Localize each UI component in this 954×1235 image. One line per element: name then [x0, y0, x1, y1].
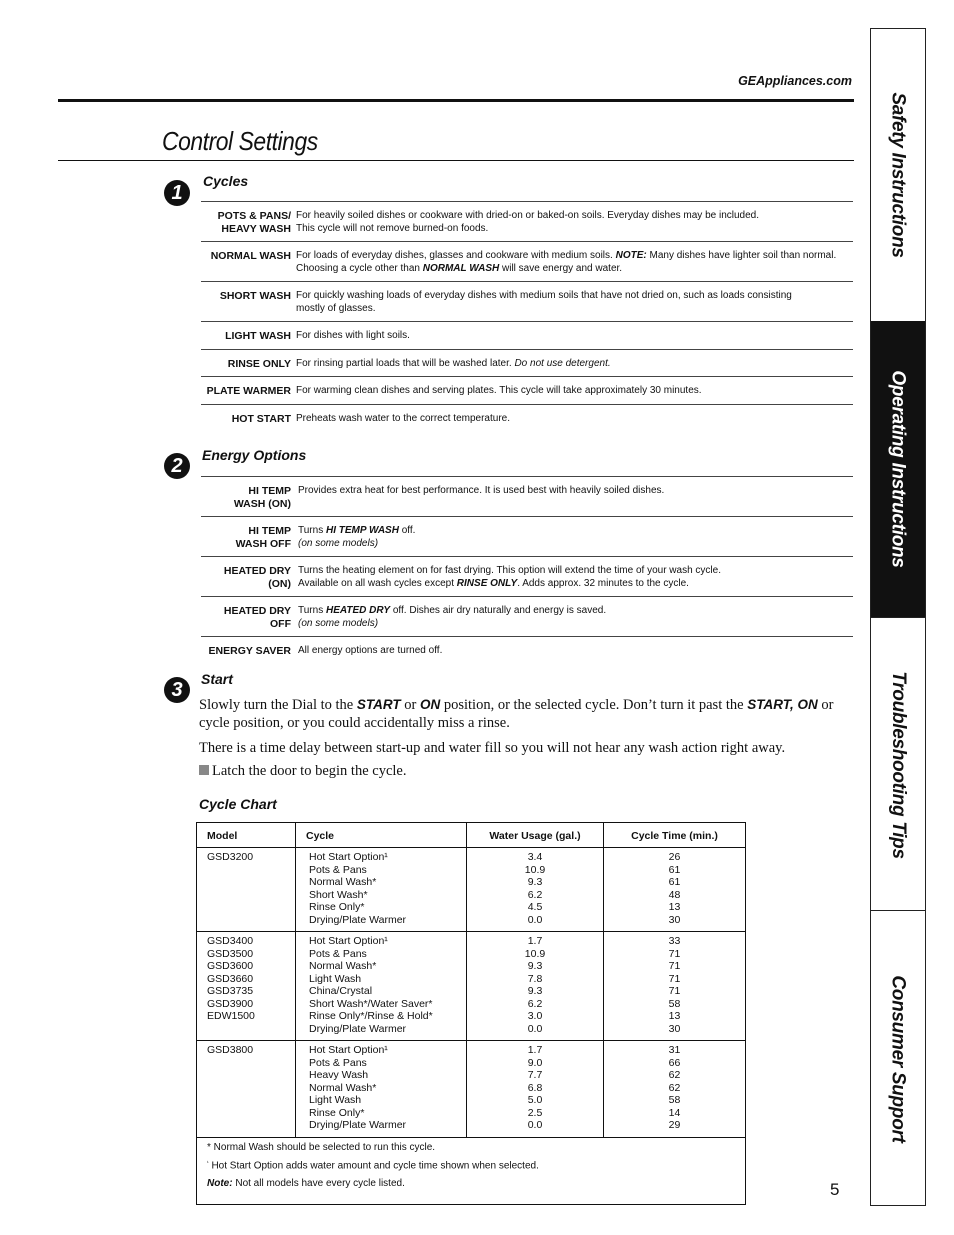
table-row: [201, 322, 853, 350]
table-row: [201, 242, 853, 282]
option-desc: Provides extra heat for best performance. It is used best with heavily soiled dishes.: [298, 485, 665, 496]
start-emphasis: START: [356, 697, 401, 712]
note-label: NOTE:: [615, 250, 647, 261]
cycle-label: POTS & PANS/ HEAVY WASH: [217, 210, 291, 235]
table-row: [201, 637, 853, 664]
option-desc: Turns HI TEMP WASH off. (on some models): [298, 525, 416, 549]
desc-text: For loads of everyday dishes, glasses and cookware with medium soils.: [296, 250, 613, 261]
tab-consumer-support[interactable]: Consumer Support: [871, 910, 925, 1206]
time-cell: 26 61 61 48 13 30: [604, 848, 746, 932]
water-cell: 3.4 10.9 9.3 6.2 4.5 0.0: [467, 848, 604, 932]
header-rule: [58, 99, 854, 102]
table-row: [201, 557, 853, 597]
cycle-label: HOT START: [231, 412, 291, 425]
cycles-cell: Hot Start Option¹ Pots & Pans Heavy Wash Normal Wash* Light Wash Rinse Only* Drying/Plate Warmer: [296, 1041, 467, 1138]
title-rule: [58, 160, 854, 161]
start-on-emphasis: START, ON: [747, 697, 818, 712]
col-header-time: Cycle Time (min.): [604, 823, 746, 848]
desc-text: For rinsing partial loads that will be washed later.: [296, 357, 512, 369]
cycle-desc: Preheats wash water to the correct temperature.: [296, 412, 510, 424]
cycle-chart: [196, 822, 746, 1205]
footnote-hot-start: $^{^1}$ Hot Start Option adds water amount and cycle time shown when selected.: [207, 1160, 539, 1172]
models-cell: GSD3200: [197, 848, 296, 932]
option-emphasis: HEATED DRY: [325, 605, 391, 616]
option-emphasis: RINSE ONLY: [456, 577, 518, 589]
table-row: [201, 597, 853, 637]
cycle-label: SHORT WASH: [219, 290, 291, 302]
table-row: [197, 848, 745, 932]
section-2-badge: 2: [164, 453, 190, 479]
option-label: HI TEMP WASH OFF: [235, 525, 291, 550]
table-row: [201, 349, 853, 377]
option-label: ENERGY SAVER: [208, 645, 291, 657]
table-row: [201, 377, 853, 405]
cycles-cell: Hot Start Option¹ Pots & Pans Normal Wash* Light Wash China/Crystal Short Wash*/Water Saver* Rinse Only*/Rinse & Hold* Drying/Plate Warmer: [296, 932, 467, 1041]
table-row: [201, 404, 853, 431]
option-emphasis: HI TEMP WASH: [325, 525, 399, 536]
model-note: (on some models): [298, 537, 379, 549]
start-bullet: Latch the door to begin the cycle.: [199, 762, 406, 780]
desc-emphasis: Do not use detergent.: [514, 357, 611, 369]
bullet-square-icon: [199, 765, 209, 775]
table-row: [201, 517, 853, 557]
cycle-label: RINSE ONLY: [227, 357, 291, 370]
start-paragraph-1: Slowly turn the Dial to the START or ON position, or the selected cycle. Don’t turn it past the START, ON or cycle position, or you could accidentally miss a rinse.: [199, 697, 834, 731]
cycle-label: PLATE WARMER: [206, 385, 291, 397]
option-label: HI TEMP WASH (ON): [233, 485, 291, 510]
tab-troubleshooting-tips[interactable]: Troubleshooting Tips: [871, 617, 925, 911]
section-3-badge: 3: [164, 677, 190, 703]
cycle-desc: For dishes with light soils.: [296, 330, 410, 341]
table-header-row: [197, 823, 745, 848]
start-paragraph-2: There is a time delay between start-up and water fill so you will not hear any wash action right away.: [199, 740, 786, 756]
table-row: [197, 932, 745, 1041]
water-cell: 1.7 9.0 7.7 6.8 5.0 2.5 0.0: [467, 1041, 604, 1138]
section-1-badge: 1: [164, 180, 190, 206]
cycle-desc: For warming clean dishes and serving plates. This cycle will take approximately 30 minutes.: [296, 385, 702, 396]
footnote-asterisk: * Normal Wash should be selected to run this cycle.: [207, 1142, 436, 1153]
tab-safety-instructions[interactable]: Safety Instructions: [888, 92, 909, 258]
water-cell: 1.7 10.9 9.3 7.8 9.3 6.2 3.0 0.0: [467, 932, 604, 1041]
cycle-label: LIGHT WASH: [225, 330, 291, 342]
option-desc: All energy options are turned off.: [298, 645, 443, 656]
chart-note: Note: Not all models have every cycle listed.: [207, 1178, 405, 1190]
table-row: [197, 1041, 745, 1138]
time-cell: 31 66 62 62 58 14 29: [604, 1041, 746, 1138]
cycles-table: [201, 201, 853, 431]
option-desc: Turns the heating element on for fast drying. This option will extend the time of your wash cycle. Available on all wash cycles except RINSE ONLY. Adds approx. 32 minutes to the cycle.: [298, 565, 721, 589]
option-label: HEATED DRY OFF: [223, 605, 291, 630]
col-header-cycle: Cycle: [296, 823, 467, 848]
cycles-heading: Cycles: [203, 173, 249, 189]
cycle-desc: For quickly washing loads of everyday dishes with medium soils that have not dried on, such as loads consisting mostly of glasses.: [296, 290, 792, 314]
tab-operating-instructions[interactable]: Operating Instructions: [871, 321, 925, 617]
energy-heading: Energy Options: [202, 447, 307, 463]
cycle-chart-heading: Cycle Chart: [199, 796, 277, 812]
models-cell: GSD3800: [197, 1041, 296, 1138]
start-heading: Start: [201, 671, 233, 687]
time-cell: 33 71 71 71 71 58 13 30: [604, 932, 746, 1041]
cycles-cell: Hot Start Option¹ Pots & Pans Normal Wash* Short Wash* Rinse Only* Drying/Plate Warmer: [296, 848, 467, 932]
section-sidebar: [870, 28, 926, 1206]
col-header-water: Water Usage (gal.): [467, 823, 604, 848]
page-number: 5: [830, 1180, 840, 1199]
col-header-model: Model: [197, 823, 296, 848]
option-desc: Turns HEATED DRY off. Dishes air dry naturally and energy is saved. (on some models): [298, 605, 607, 629]
cycle-desc: For heavily soiled dishes or cookware with dried-on or baked-on soils. Everyday dishes may be included. This cycle will not remove burned-on foods.: [296, 210, 760, 234]
desc-text: Many dishes have lighter soil than normal. Choosing a cycle other than: [296, 250, 837, 274]
table-row: [201, 282, 853, 322]
chart-footnotes: [197, 1138, 745, 1189]
models-cell: GSD3400 GSD3500 GSD3600 GSD3660 GSD3735 GSD3900 EDW1500: [197, 932, 296, 1041]
site-url[interactable]: GEAppliances.com: [738, 74, 852, 88]
option-label: HEATED DRY (ON): [223, 565, 291, 590]
table-row: [201, 202, 853, 242]
cycle-desc: [296, 349, 853, 377]
desc-text: will save energy and water.: [502, 262, 623, 274]
model-note: (on some models): [298, 617, 379, 629]
energy-table: [201, 476, 853, 664]
page-title: Control Settings: [162, 126, 318, 156]
table-row: [201, 477, 853, 517]
cycle-desc: [296, 242, 853, 282]
cycle-label: NORMAL WASH: [210, 250, 291, 262]
on-emphasis: ON: [419, 697, 441, 712]
cycle-emphasis: NORMAL WASH: [422, 262, 500, 274]
